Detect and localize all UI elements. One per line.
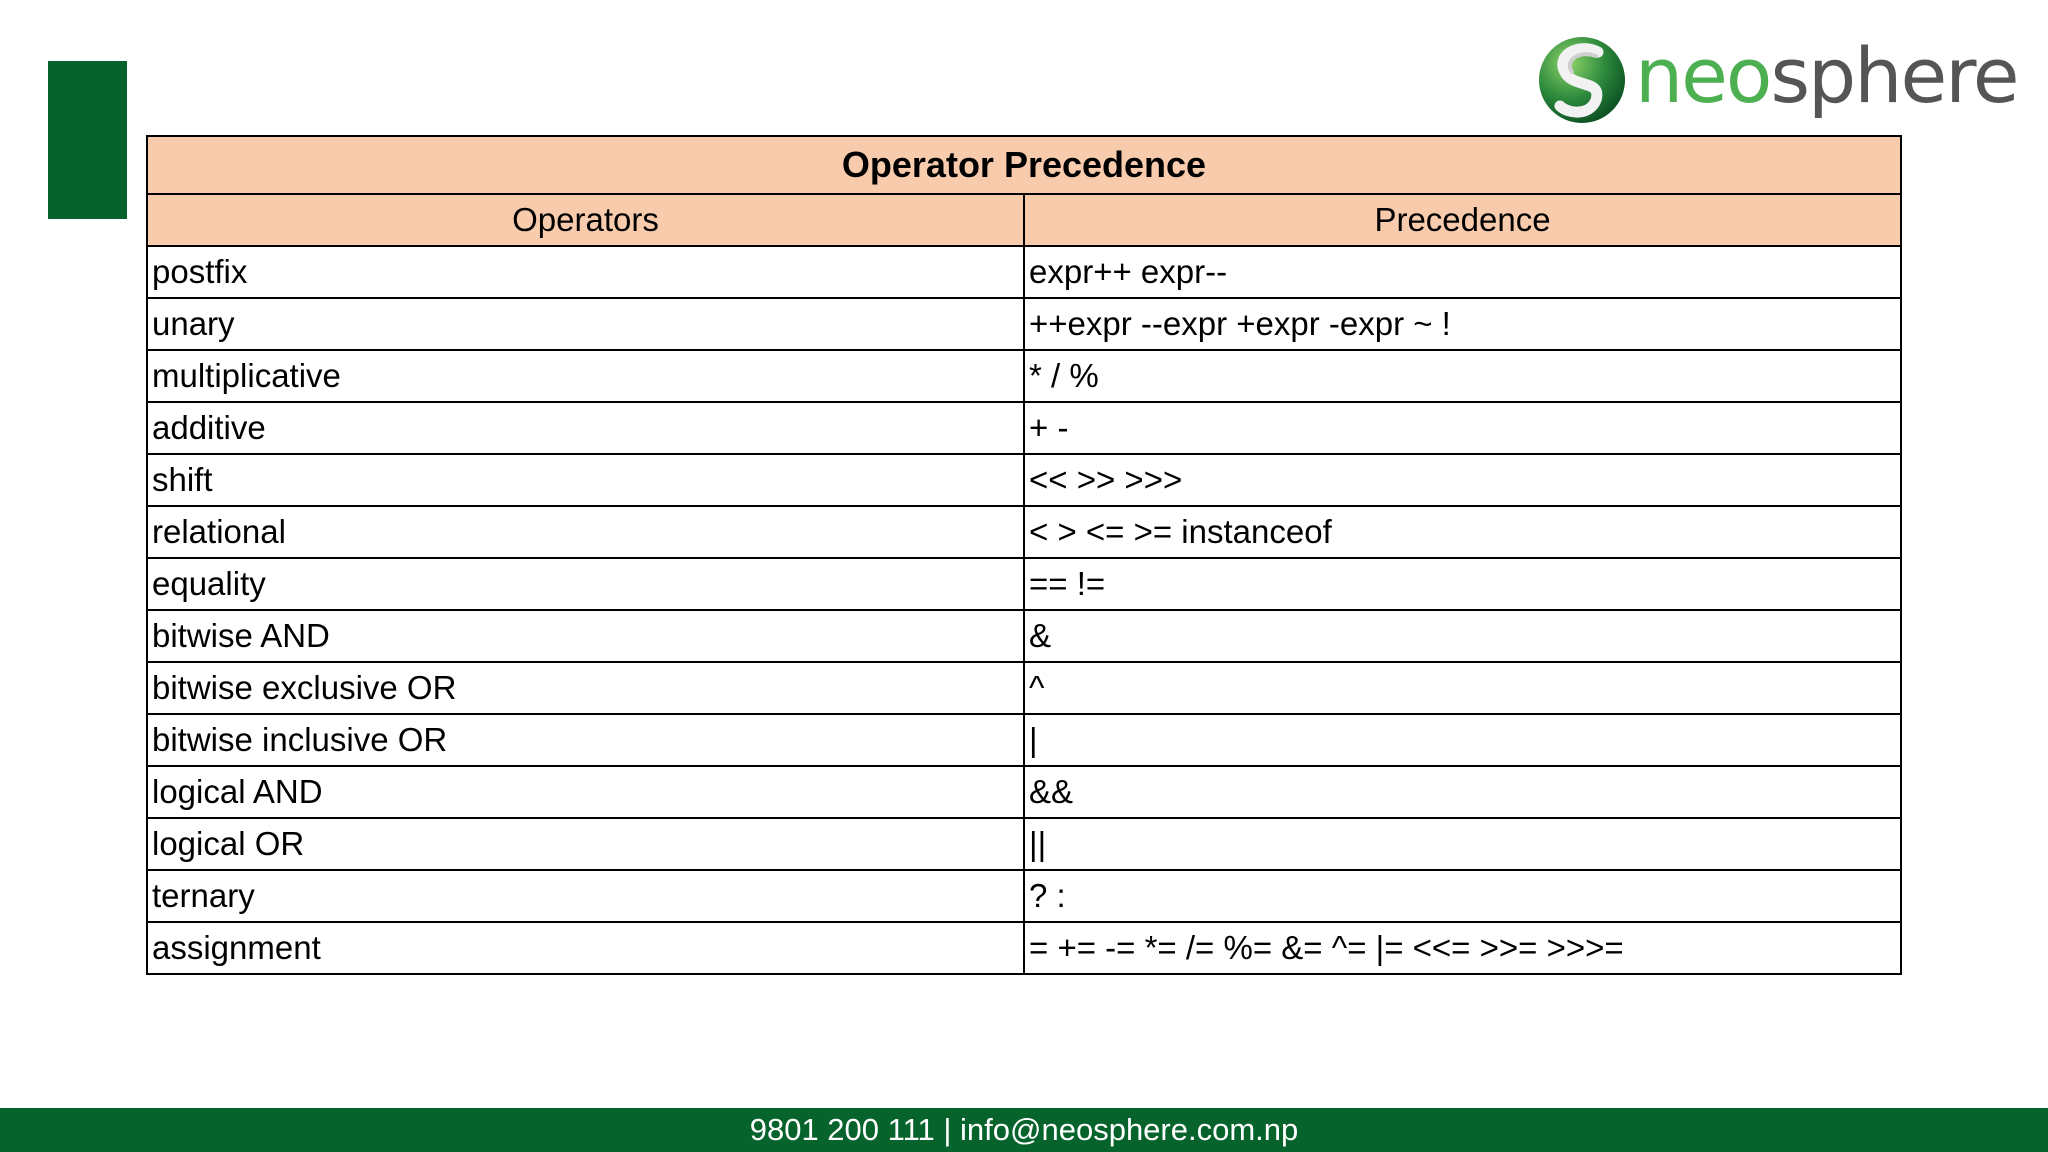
operator-symbols-cell: || xyxy=(1024,818,1901,870)
operator-symbols-cell: ? : xyxy=(1024,870,1901,922)
neosphere-s-globe-icon xyxy=(1536,34,1628,126)
table-row xyxy=(147,766,1901,818)
operator-name-cell: bitwise exclusive OR xyxy=(147,662,1024,714)
table-row xyxy=(147,506,1901,558)
operator-name-cell: logical AND xyxy=(147,766,1024,818)
operator-symbols-cell: << >> >>> xyxy=(1024,454,1901,506)
footer-contact-bar xyxy=(0,1108,2048,1152)
operator-name-cell: bitwise AND xyxy=(147,610,1024,662)
logo-wordmark xyxy=(1635,30,2018,122)
table-row xyxy=(147,454,1901,506)
table-row xyxy=(147,558,1901,610)
table-row xyxy=(147,922,1901,974)
table-row xyxy=(147,818,1901,870)
column-header-precedence: Precedence xyxy=(1024,194,1901,246)
operator-name-cell: postfix xyxy=(147,246,1024,298)
table-row xyxy=(147,714,1901,766)
table-row xyxy=(147,610,1901,662)
operator-name-cell: unary xyxy=(147,298,1024,350)
operator-name-cell: assignment xyxy=(147,922,1024,974)
operator-symbols-cell: & xyxy=(1024,610,1901,662)
table-row xyxy=(147,870,1901,922)
operator-symbols-cell: | xyxy=(1024,714,1901,766)
table-row xyxy=(147,402,1901,454)
operator-symbols-cell: < > <= >= instanceof xyxy=(1024,506,1901,558)
logo-text-sphere: sphere xyxy=(1770,31,2018,120)
neosphere-logo xyxy=(1536,31,2018,126)
operator-symbols-cell: * / % xyxy=(1024,350,1901,402)
operator-name-cell: additive xyxy=(147,402,1024,454)
operator-name-cell: multiplicative xyxy=(147,350,1024,402)
table-header-row xyxy=(147,194,1901,246)
operator-symbols-cell: == != xyxy=(1024,558,1901,610)
table-row xyxy=(147,246,1901,298)
table-title-row xyxy=(147,136,1901,194)
footer-contact-text: 9801 200 111 | info@neosphere.com.np xyxy=(749,1112,1299,1147)
operator-symbols-cell: expr++ expr-- xyxy=(1024,246,1901,298)
operator-name-cell: bitwise inclusive OR xyxy=(147,714,1024,766)
operator-symbols-cell: ^ xyxy=(1024,662,1901,714)
operator-precedence-table xyxy=(146,135,1902,975)
operator-symbols-cell: ++expr --expr +expr -expr ~ ! xyxy=(1024,298,1901,350)
logo-text-neo: neo xyxy=(1635,31,1771,120)
operator-name-cell: equality xyxy=(147,558,1024,610)
table-row xyxy=(147,662,1901,714)
table-row xyxy=(147,298,1901,350)
table-title: Operator Precedence xyxy=(147,136,1901,194)
decorative-green-block xyxy=(48,61,127,219)
column-header-operators: Operators xyxy=(147,194,1024,246)
operator-symbols-cell: && xyxy=(1024,766,1901,818)
operator-name-cell: logical OR xyxy=(147,818,1024,870)
operator-symbols-cell: + - xyxy=(1024,402,1901,454)
operator-name-cell: ternary xyxy=(147,870,1024,922)
operator-name-cell: shift xyxy=(147,454,1024,506)
operator-name-cell: relational xyxy=(147,506,1024,558)
table-row xyxy=(147,350,1901,402)
operator-symbols-cell: = += -= *= /= %= &= ^= |= <<= >>= >>>= xyxy=(1024,922,1901,974)
